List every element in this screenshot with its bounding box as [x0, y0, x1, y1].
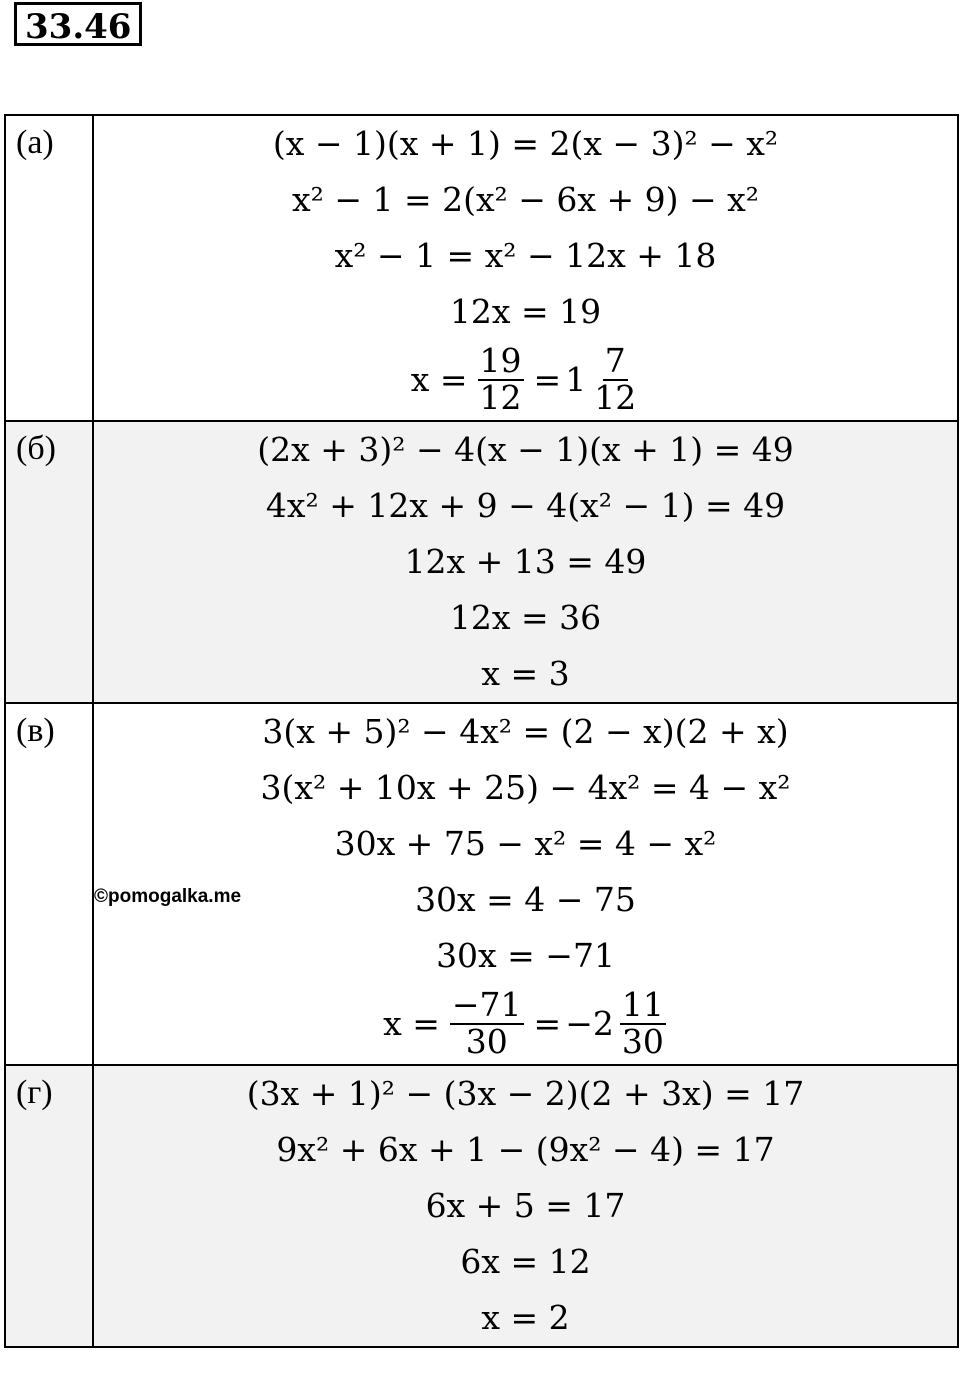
- fraction-numerator: 7: [604, 341, 626, 381]
- answer-lhs: x =: [383, 1004, 440, 1043]
- equation-line: 12x + 13 = 49: [404, 542, 647, 581]
- part-label: (в): [5, 703, 93, 1065]
- answer-lhs: x =: [410, 360, 468, 399]
- equation-line: 9x² + 6x + 1 − (9x² − 4) = 17: [276, 1130, 775, 1169]
- equation-line: x² − 1 = x² − 12x + 18: [334, 236, 717, 275]
- part-a-row: [5, 115, 958, 421]
- part-work: [93, 703, 958, 1065]
- fraction-numerator: −71: [451, 985, 522, 1025]
- equation-line: 6x + 5 = 17: [425, 1186, 626, 1225]
- fraction-denominator: 30: [465, 1022, 508, 1061]
- mixed-whole: 1: [565, 360, 587, 399]
- part-label: (б): [5, 421, 93, 703]
- equals-sign: =: [533, 1004, 562, 1043]
- part-label: (г): [5, 1065, 93, 1347]
- fraction-numerator: 19: [479, 341, 522, 381]
- equation-line: 12x = 36: [449, 598, 602, 637]
- mixed-fraction: [592, 341, 638, 417]
- mixed-fraction: [620, 985, 666, 1061]
- part-g-row: [5, 1065, 958, 1347]
- equation-line: 30x + 75 − x² = 4 − x²: [334, 824, 717, 863]
- equation-line: x = 2: [481, 1298, 570, 1337]
- solution-table: [4, 114, 959, 1348]
- equation-line: 12x = 19: [449, 292, 602, 331]
- equation-line: x² − 1 = 2(x² − 6x + 9) − x²: [291, 180, 759, 219]
- part-work: [93, 1065, 958, 1347]
- fraction-numerator: 11: [621, 985, 664, 1025]
- equation-line: (3x + 1)² − (3x − 2)(2 + 3x) = 17: [246, 1074, 805, 1113]
- part-v-row: [5, 703, 958, 1065]
- fraction-denominator: 12: [594, 378, 637, 417]
- equation-line: 3(x + 5)² − 4x² = (2 − x)(2 + x): [262, 712, 789, 751]
- fraction-denominator: 12: [479, 378, 522, 417]
- equation-line: 30x = 4 − 75: [415, 880, 636, 919]
- problem-number: 33.46: [14, 2, 142, 46]
- fraction: [450, 985, 524, 1061]
- watermark: ©pomogalka.me: [94, 886, 242, 907]
- mixed-whole: −2: [565, 1004, 614, 1043]
- part-work: [93, 115, 958, 421]
- part-b-row: [5, 421, 958, 703]
- final-answer: [94, 340, 957, 420]
- equation-line: 6x = 12: [460, 1242, 591, 1281]
- part-work: [93, 421, 958, 703]
- part-label: (а): [5, 115, 93, 421]
- final-answer: [94, 984, 957, 1064]
- equation-line: (x − 1)(x + 1) = 2(x − 3)² − x²: [272, 124, 779, 163]
- equals-sign: =: [533, 360, 562, 399]
- fraction: [478, 341, 524, 417]
- equation-line: x = 3: [481, 654, 570, 693]
- fraction-denominator: 30: [621, 1022, 664, 1061]
- equation-line: 3(x² + 10x + 25) − 4x² = 4 − x²: [260, 768, 791, 807]
- equation-line: 30x = −71: [436, 936, 615, 975]
- equation-line: (2x + 3)² − 4(x − 1)(x + 1) = 49: [257, 430, 794, 469]
- equation-line: 4x² + 12x + 9 − 4(x² − 1) = 49: [265, 486, 786, 525]
